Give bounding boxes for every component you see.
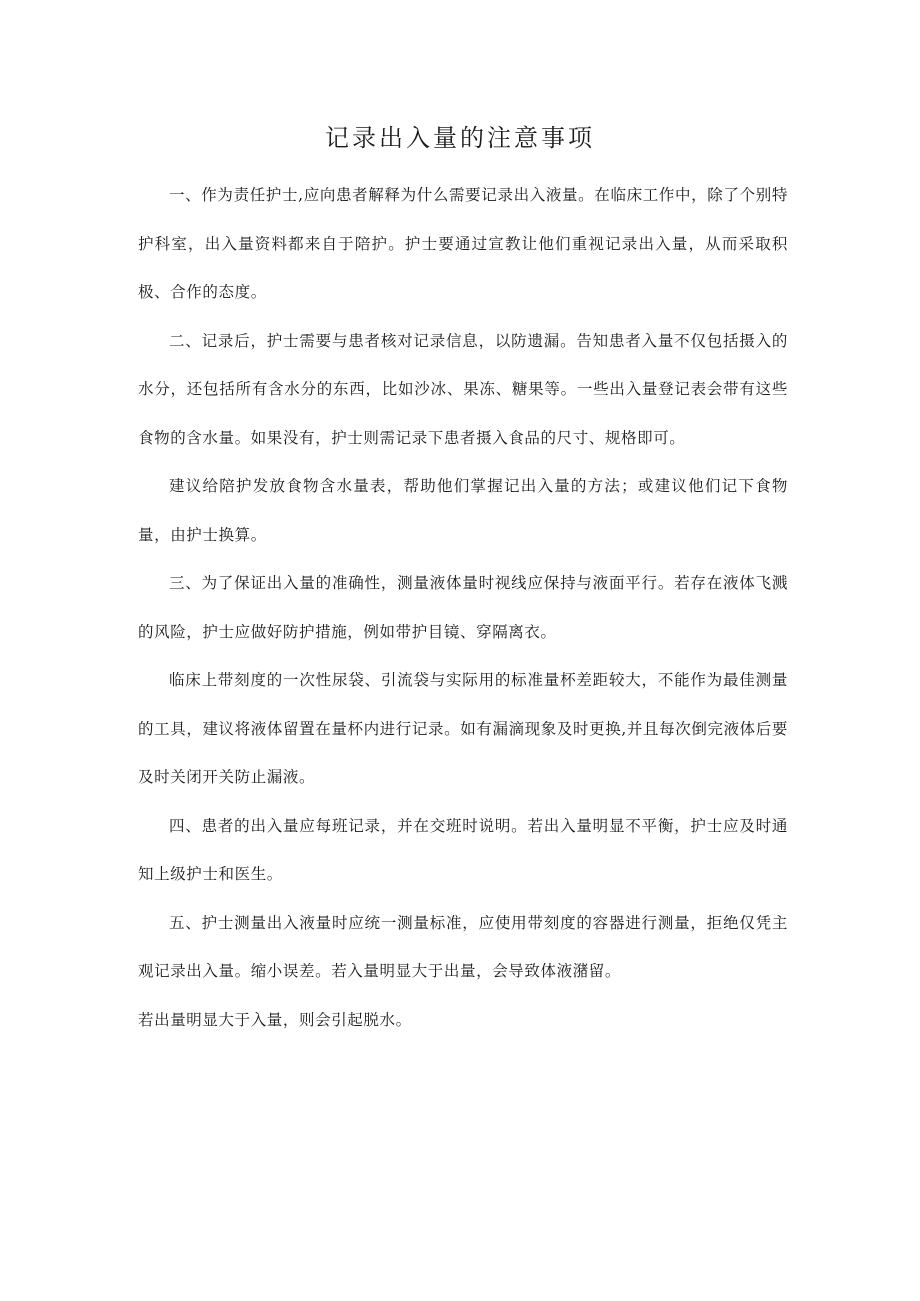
paragraph-unified-standard: 五、护士测量出入液量时应统一测量标准，应使用带刻度的容器进行测量，拒绝仅凭主观记录出入量。缩小误差。若入量明显大于出量，会导致体液潴留。 — [138, 913, 788, 980]
paragraph-responsibility: 一、作为责任护士,应向患者解释为什么需要记录出入液量。在临床工作中，除了个别特护科室，出入量资料都来自于陪护。护士要通过宣教让他们重视记录出入量，从而采取积极、合作的态度。 — [138, 186, 788, 301]
paragraph-water-content-table: 建议给陪护发放食物含水量表，帮助他们掌握记出入量的方法；或建议他们记下食物量，由护士换算。 — [138, 477, 788, 544]
paragraph-accuracy: 三、为了保证出入量的准确性，测量液体量时视线应保持与液面平行。若存在液体飞溅的风险，护士应做好防护措施，例如带护目镜、穿隔离衣。 — [138, 574, 788, 641]
paragraph-dehydration: 若出量明显大于入量，则会引起脱水。 — [138, 1010, 412, 1029]
paragraph-measuring-tools: 临床上带刻度的一次性尿袋、引流袋与实际用的标准量杯差距较大，不能作为最佳测量的工具，建议将液体留置在量杯内进行记录。如有漏滴现象及时更换,并且每次倒完液体后要及时关闭开关防止漏液。 — [138, 671, 788, 786]
paragraph-shift-record: 四、患者的出入量应每班记录，并在交班时说明。若出入量明显不平衡，护士应及时通知上级护士和医生。 — [138, 816, 788, 883]
document-title: 记录出入量的注意事项 — [325, 124, 595, 152]
paragraph-verification: 二、记录后，护士需要与患者核对记录信息，以防遗漏。告知患者入量不仅包括摄入的水分，还包括所有含水分的东西，比如沙冰、果冻、糖果等。一些出入量登记表会带有这些食物的含水量。如果没有，护士则需记录下患者摄入食品的尺寸、规格即可。 — [138, 331, 788, 447]
document-body — [138, 171, 788, 1044]
